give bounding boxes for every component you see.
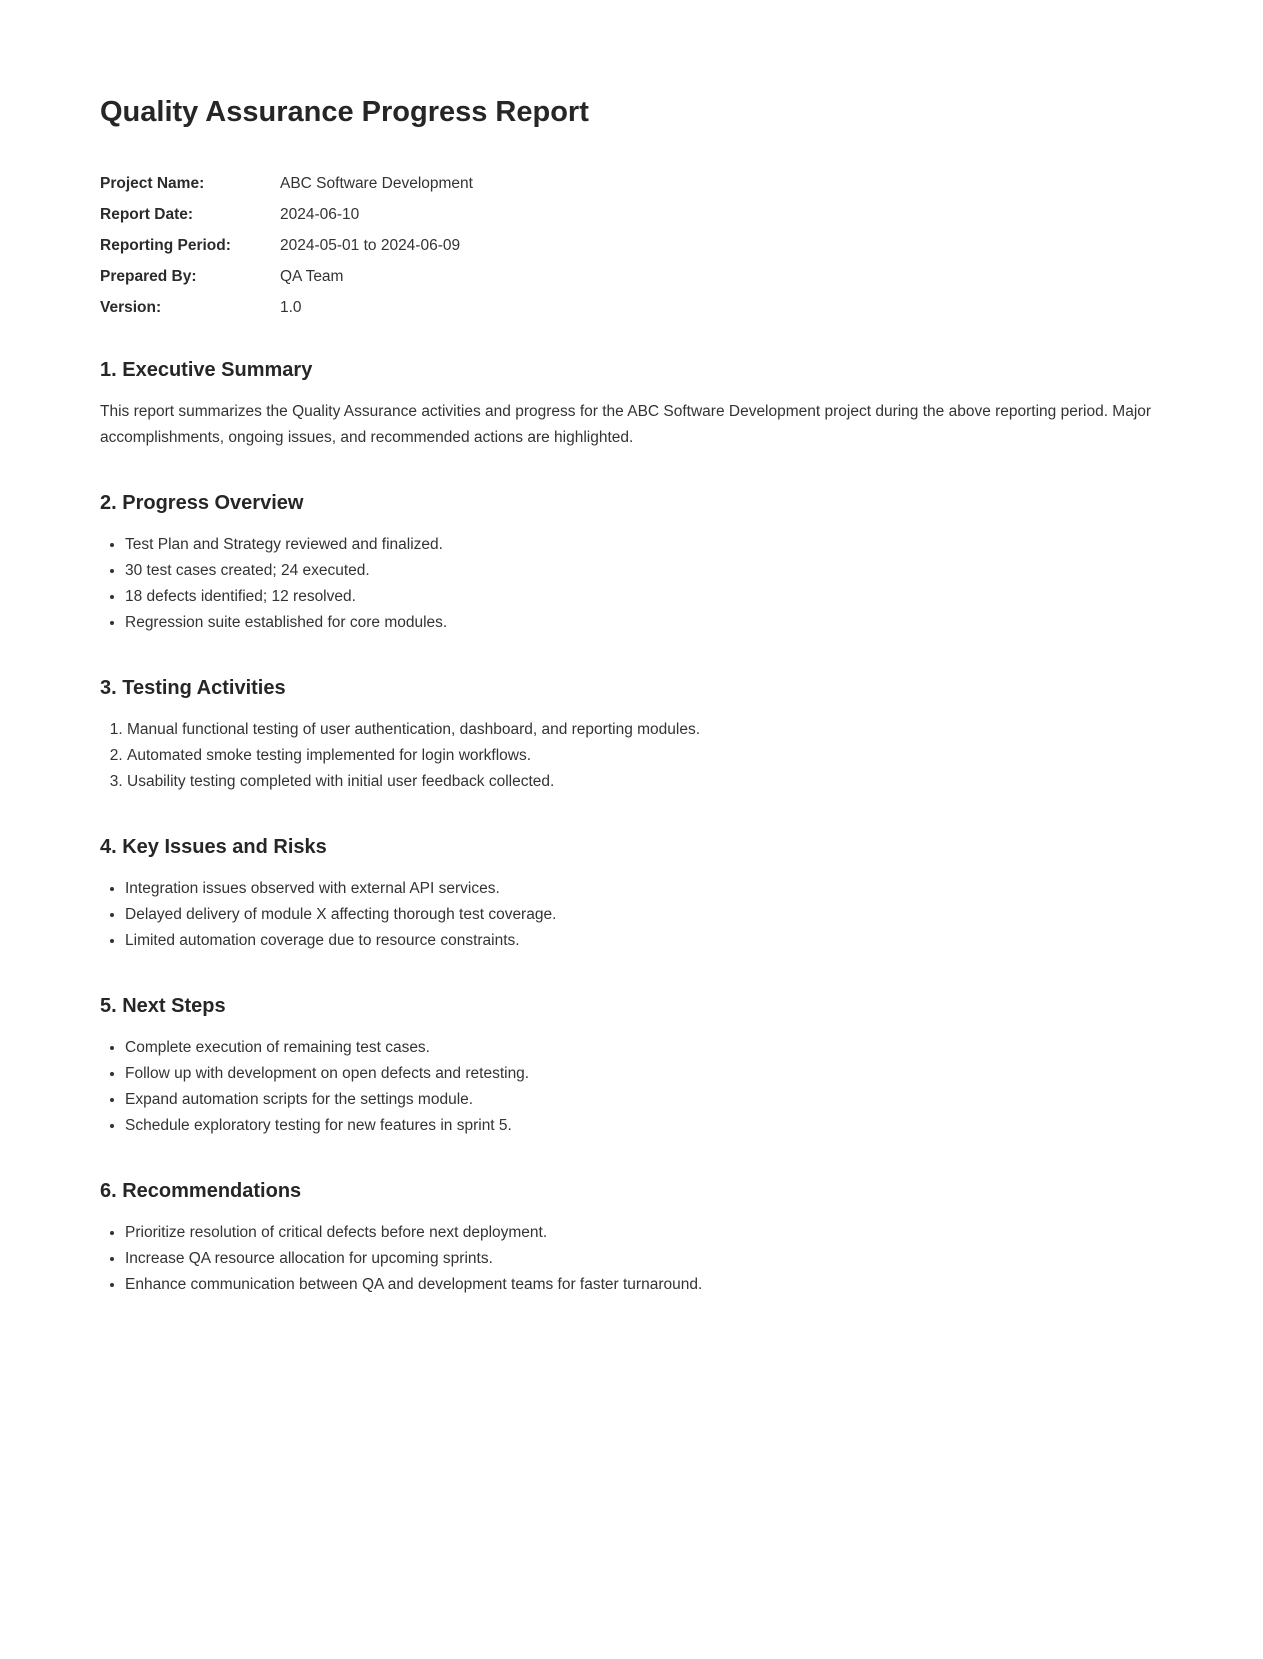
meta-label: Version: (100, 299, 162, 316)
meta-row (100, 174, 1163, 194)
meta-row (100, 267, 1163, 287)
list-item: • Regression suite established for core modules. (125, 610, 1163, 636)
meta-row (100, 236, 1163, 256)
section-executive-summary (100, 358, 1163, 451)
list-item: • Enhance communication between QA and development teams for faster turnaround. (125, 1272, 1163, 1298)
list-item: • Test Plan and Strategy reviewed and finalized. (125, 532, 1163, 558)
section-heading: 4. Key Issues and Risks (100, 836, 327, 858)
meta-value: ABC Software Development (280, 175, 473, 192)
list-item: • 18 defects identified; 12 resolved. (125, 584, 1163, 610)
meta-value: 1.0 (280, 299, 302, 316)
section-heading: 2. Progress Overview (100, 492, 304, 514)
bullet-list (100, 876, 1163, 954)
section-heading: 1. Executive Summary (100, 359, 313, 381)
meta-label: Reporting Period: (100, 237, 231, 254)
section-testing-activities (100, 676, 1163, 795)
meta-label: Report Date: (100, 206, 194, 223)
list-item: • 30 test cases created; 24 executed. (125, 558, 1163, 584)
meta-label: Project Name: (100, 175, 205, 192)
list-item: • Complete execution of remaining test cases. (125, 1035, 1163, 1061)
meta-label: Prepared By: (100, 268, 197, 285)
meta-value: QA Team (280, 268, 344, 285)
section-heading: 5. Next Steps (100, 995, 226, 1017)
meta-row (100, 298, 1163, 318)
section-recommendations (100, 1179, 1163, 1298)
list-item: • Limited automation coverage due to resource constraints. (125, 928, 1163, 954)
section-heading: 6. Recommendations (100, 1180, 302, 1202)
list-item: • Integration issues observed with external API services. (125, 876, 1163, 902)
section-key-issues-and-risks (100, 835, 1163, 954)
list-item: 3. Usability testing completed with initial user feedback collected. (127, 769, 1163, 795)
list-item: • Follow up with development on open defects and retesting. (125, 1061, 1163, 1087)
numbered-list (100, 717, 1163, 795)
section-progress-overview (100, 491, 1163, 636)
meta-row (100, 205, 1163, 225)
list-item: • Increase QA resource allocation for upcoming sprints. (125, 1246, 1163, 1272)
section-paragraph: This report summarizes the Quality Assurance activities and progress for the ABC Software Development project during the above reporting period. Major accomplishments, ongoing issues, and recommended actions are highlighted. (100, 403, 1152, 446)
list-item: 1. Manual functional testing of user authentication, dashboard, and reporting modules. (127, 717, 1163, 743)
list-item: • Delayed delivery of module X affecting thorough test coverage. (125, 902, 1163, 928)
bullet-list (100, 1035, 1163, 1139)
bullet-list (100, 532, 1163, 636)
list-item: 2. Automated smoke testing implemented for login workflows. (127, 743, 1163, 769)
meta-block (100, 174, 1163, 318)
list-item: • Prioritize resolution of critical defects before next deployment. (125, 1220, 1163, 1246)
list-item: • Expand automation scripts for the settings module. (125, 1087, 1163, 1113)
report-title: Quality Assurance Progress Report (100, 96, 589, 128)
meta-value: 2024-06-10 (280, 206, 360, 223)
section-next-steps (100, 994, 1163, 1139)
bullet-list (100, 1220, 1163, 1298)
section-heading: 3. Testing Activities (100, 677, 286, 699)
list-item: • Schedule exploratory testing for new features in sprint 5. (125, 1113, 1163, 1139)
meta-value: 2024-05-01 to 2024-06-09 (280, 237, 461, 254)
